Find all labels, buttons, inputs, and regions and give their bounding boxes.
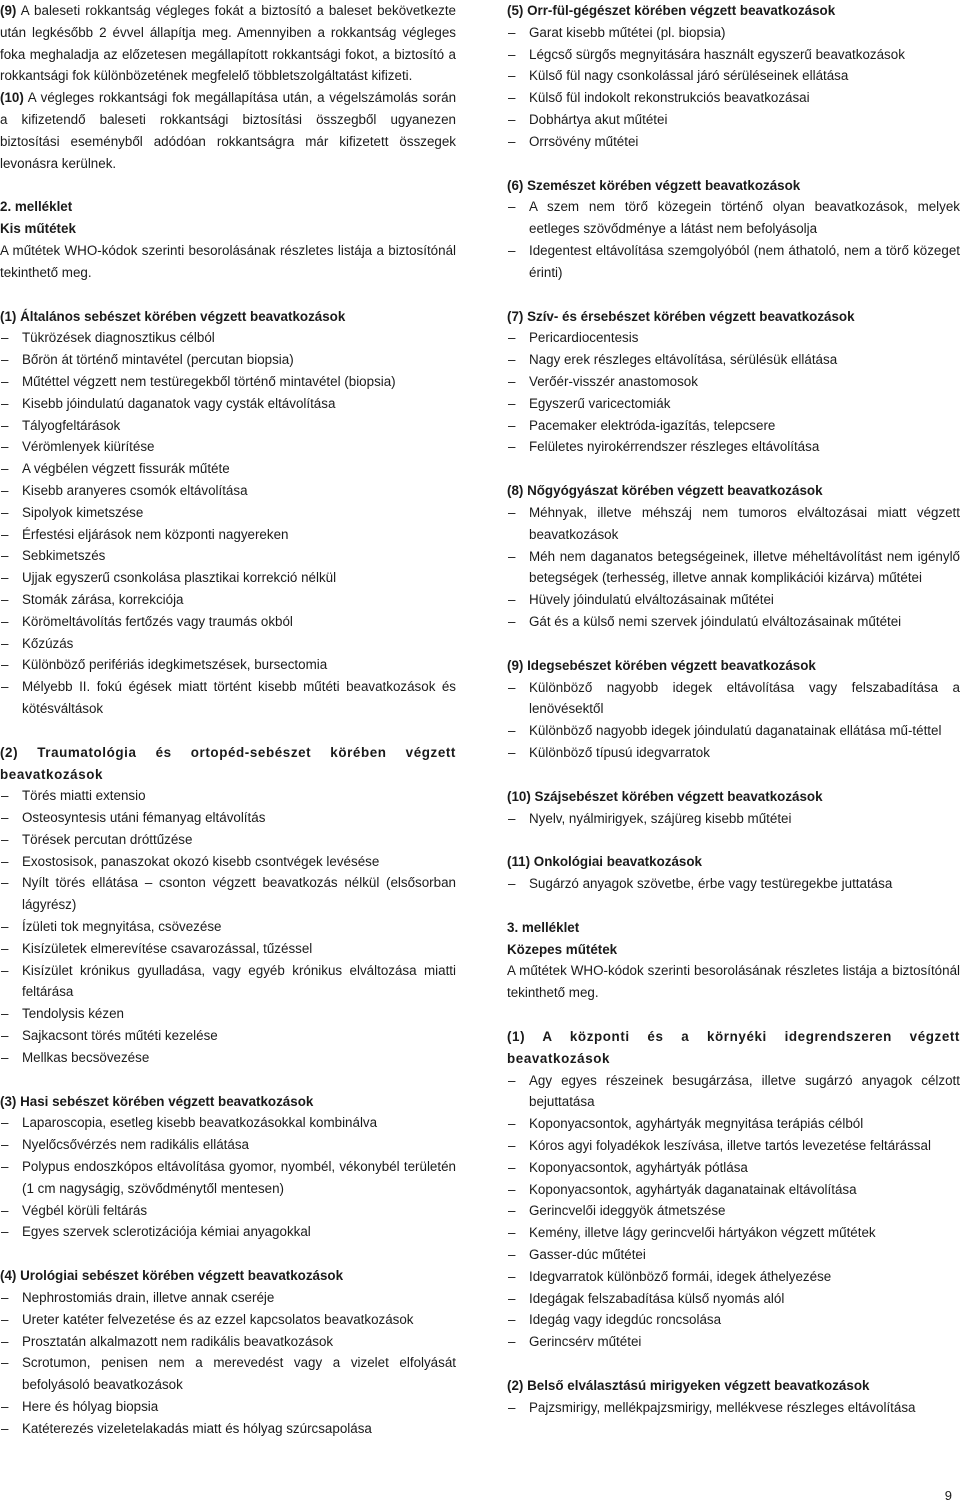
right-sections-a — [507, 0, 960, 917]
section — [507, 786, 960, 830]
list-item: – Idegentest eltávolítása szemgolyóból (nem áthatoló, nem a törő közeget érinti) — [507, 240, 960, 284]
section-list — [507, 677, 960, 764]
section-title: (1) Általános sebészet körében végzett beavatkozások — [0, 308, 346, 324]
section-title: (3) Hasi sebészet körében végzett beavatkozások — [0, 1093, 314, 1109]
section — [507, 306, 960, 459]
section-list — [507, 196, 960, 283]
list-item: – Idegágak felszabadítása külső nyomás alól — [507, 1288, 960, 1310]
list-item: – Garat kisebb műtétei (pl. biopsia) — [507, 22, 960, 44]
list-item: – Pajzsmirigy, mellékpajzsmirigy, mellékvese részleges eltávolítása — [507, 1397, 960, 1419]
section — [507, 1375, 960, 1419]
list-item: – Különböző nagyobb idegek eltávolítása vagy felszabadítása a lenövésektől — [507, 677, 960, 721]
list-item: – Here és hólyag biopsia — [0, 1396, 456, 1418]
section — [507, 0, 960, 153]
list-item: – Pacemaker elektróda-igazítás, telepcsere — [507, 415, 960, 437]
section — [0, 1265, 456, 1439]
list-item: – Nyílt törés ellátása – csonton végzett beavatkozás nélkül (elsősorban lágyrész) — [0, 872, 456, 916]
list-item: – Méhnyak, illetve méhszáj nem tumoros elváltozásai miatt végzett beavatkozások — [507, 502, 960, 546]
section-title: (10) Szájsebészet körében végzett beavatkozások — [507, 788, 823, 804]
section-title: (4) Urológiai sebészet körében végzett beavatkozások — [0, 1268, 344, 1284]
page-number: 9 — [944, 1488, 952, 1504]
paragraph-9 — [0, 0, 456, 87]
list-item: – Gát és a külső nemi szervek jóindulatú elváltozásainak műtétei — [507, 611, 960, 633]
list-item: – Végbél körüli feltárás — [0, 1200, 456, 1222]
list-item: – Sipolyok kimetszése — [0, 502, 456, 524]
annex-title: Közepes műtétek — [507, 941, 618, 957]
list-item: – Polypus endoszkópos eltávolítása gyomor, nyombél, vékonybél területén (1 cm nagyságig, szövődménytől mentesen) — [0, 1156, 456, 1200]
section-list — [0, 1112, 456, 1243]
section-list — [507, 1397, 960, 1419]
list-item: – Vérömlenyek kiürítése — [0, 436, 456, 458]
list-item: – Ízületi tok megnyitása, csövezése — [0, 916, 456, 938]
list-item: – Sebkimetszés — [0, 545, 456, 567]
list-item: – Sugárzó anyagok szövetbe, érbe vagy testüregekbe juttatása — [507, 873, 960, 895]
list-item: – Kemény, illetve lágy gerincvelői hártyákon végzett műtétek — [507, 1222, 960, 1244]
list-item: – Különböző típusú idegvarratok — [507, 742, 960, 764]
section-title: (5) Orr-fül-gégészet körében végzett beavatkozások — [507, 3, 836, 18]
right-sections-b — [507, 1026, 960, 1419]
list-item: – Mélyebb II. fokú égések miatt történt kisebb műtéti beavatkozások és kötésváltások — [0, 676, 456, 720]
section-list — [0, 327, 456, 719]
paragraph-number: (9) — [0, 3, 17, 18]
list-item: – Nephrostomiás drain, illetve annak cseréje — [0, 1287, 456, 1309]
list-item: – Bőrön át történő mintavétel (percutan biopsia) — [0, 349, 456, 371]
list-item: – Idegvarratok különböző formái, idegek áthelyezése — [507, 1266, 960, 1288]
section-list — [507, 808, 960, 830]
list-item: – Légcső sürgős megnyitására használt egyszerű beavatkozások — [507, 44, 960, 66]
list-item: – Méh nem daganatos betegségeinek, illetve méheltávolítást nem igénylő betegségek (terhesség, illetve annak komplikációi kizárva) műtétei — [507, 546, 960, 590]
list-item: – Egyszerű varicectomiák — [507, 393, 960, 415]
list-item: – Agy egyes részeinek besugárzása, illetve sugárzó anyagok célzott bejuttatása — [507, 1070, 960, 1114]
list-item: – Tályogfeltárások — [0, 415, 456, 437]
list-item: – Kisebb jóindulatú daganatok vagy cysták eltávolítása — [0, 393, 456, 415]
list-item: – Koponyacsontok, agyhártyák megnyitása terápiás célból — [507, 1113, 960, 1135]
section-list — [507, 22, 960, 153]
list-item: – Katéterezés vizeletelakadás miatt és hólyag szúrcsapolása — [0, 1418, 456, 1440]
list-item: – Különböző perifériás idegkimetszések, bursectomia — [0, 654, 456, 676]
list-item: – Dobhártya akut műtétei — [507, 109, 960, 131]
annex-intro: A műtétek WHO-kódok szerinti besorolásának részletes listája a biztosítónál tekinthető meg. — [0, 242, 456, 280]
section — [507, 175, 960, 284]
list-item: – Pericardiocentesis — [507, 327, 960, 349]
list-item: – Laparoscopia, esetleg kisebb beavatkozásokkal kombinálva — [0, 1112, 456, 1134]
list-item: – Osteosyntesis utáni fémanyag eltávolítás — [0, 807, 456, 829]
list-item: – Kóros agyi folyadékok leszívása, illetve tartós levezetése feltárással — [507, 1135, 960, 1157]
list-item: – Scrotumon, penisen nem a merevedést vagy a vizelet elfolyását befolyásoló beavatkozások — [0, 1352, 456, 1396]
list-item: – Koponyacsontok, agyhártyák daganatainak eltávolítása — [507, 1179, 960, 1201]
section-title: (8) Nőgyógyászat körében végzett beavatkozások — [507, 483, 823, 499]
list-item: – Ujjak egyszerű csonkolása plasztikai korrekció nélkül — [0, 567, 456, 589]
section-title: (1) A központi és a környéki idegrendszeren végzett beavatkozások — [507, 1029, 960, 1066]
list-item: – Tükrözések diagnosztikus célból — [0, 327, 456, 349]
section — [0, 742, 456, 1069]
paragraph-text: A baleseti rokkantság végleges fokát a biztosító a baleset bekövetkezte után legkésőbb 2 évvel állapítja meg. Amennyiben a rokkantság végleges foka meghaladja az előzetesen megállapított rokkantsági fokot, a biztosító a rokkantsági fok különbözetének megfelelő többletszolgáltatást kifizeti. — [0, 3, 457, 84]
paragraph-10 — [0, 87, 456, 174]
section-title: (6) Szemészet körében végzett beavatkozások — [507, 177, 801, 193]
list-item: – Ureter katéter felvezetése és az ezzel kapcsolatos beavatkozások — [0, 1309, 456, 1331]
list-item: – Koponyacsontok, agyhártyák pótlása — [507, 1157, 960, 1179]
list-item: – Kőzúzás — [0, 633, 456, 655]
list-item: – Stomák zárása, korrekciója — [0, 589, 456, 611]
list-item: – Kisízületek elmerevítése csavarozással, tűzéssel — [0, 938, 456, 960]
list-item: – Különböző nagyobb idegek jóindulatú daganatainak ellátása mű-téttel — [507, 720, 960, 742]
list-item: – Prosztatán alkalmazott nem radikális beavatkozások — [0, 1331, 456, 1353]
section-list — [507, 502, 960, 633]
list-item: – Érfestési eljárások nem központi nagyereken — [0, 524, 456, 546]
annex-title: Kis műtétek — [0, 221, 76, 237]
list-item: – Nagy erek részleges eltávolítása, sérülésük ellátása — [507, 349, 960, 371]
annex-number: 3. melléklet — [507, 919, 580, 935]
list-item: – Hüvely jóindulatú elváltozásainak műtétei — [507, 589, 960, 611]
section — [0, 306, 456, 720]
list-item: – Nyelv, nyálmirigyek, szájüreg kisebb műtétei — [507, 808, 960, 830]
paragraph-text: A végleges rokkantsági fok megállapítása után, a végelszámolás során a kifizetendő baleseti rokkantsági biztosítási összegből ugyanezen biztosítási eseményből adódóan rokkantságra már kifizetett összegek levonásra kerülnek. — [0, 90, 457, 171]
section-list — [507, 1070, 960, 1353]
annex-number: 2. melléklet — [0, 199, 73, 215]
list-item: – Körömeltávolítás fertőzés vagy traumás okból — [0, 611, 456, 633]
list-item: – Idegág vagy idegdúc roncsolása — [507, 1309, 960, 1331]
list-item: – Tendolysis kézen — [0, 1003, 456, 1025]
section-list — [507, 873, 960, 895]
section-title: (7) Szív- és érsebészet körében végzett beavatkozások — [507, 308, 855, 324]
list-item: – Nyelőcsővérzés nem radikális ellátása — [0, 1134, 456, 1156]
list-item: – Exostosisok, panaszokat okozó kisebb csontvégek levésése — [0, 851, 456, 873]
list-item: – Egyes szervek sclerotizációja kémiai anyagokkal — [0, 1221, 456, 1243]
list-item: – Műtéttel végzett nem testüregekből történő mintavétel (biopsia) — [0, 371, 456, 393]
section-list — [507, 327, 960, 458]
list-item: – Verőér-visszér anastomosok — [507, 371, 960, 393]
list-item: – Kisebb aranyeres csomók eltávolítása — [0, 480, 456, 502]
list-item: – Gerincvelői ideggyök átmetszése — [507, 1200, 960, 1222]
section-title: (9) Idegsebészet körében végzett beavatkozások — [507, 657, 816, 673]
left-column — [0, 0, 456, 1462]
list-item: – Külső fül nagy csonkolással járó sérüléseinek ellátása — [507, 65, 960, 87]
list-item: – Orrsövény műtétei — [507, 131, 960, 153]
section — [0, 1091, 456, 1244]
section — [507, 655, 960, 764]
list-item: – Gerincsérv műtétei — [507, 1331, 960, 1353]
list-item: – A végbélen végzett fissurák műtéte — [0, 458, 456, 480]
section — [507, 480, 960, 633]
section-list — [0, 1287, 456, 1440]
list-item: – Külső fül indokolt rekonstrukciós beavatkozásai — [507, 87, 960, 109]
right-column — [507, 0, 960, 1419]
paragraph-number: (10) — [0, 90, 24, 106]
section — [507, 1026, 960, 1353]
section-title: (11) Onkológiai beavatkozások — [507, 854, 702, 870]
section — [507, 851, 960, 895]
list-item: – Törések percutan dróttűzése — [0, 829, 456, 851]
list-item: – Mellkas becsövezése — [0, 1047, 456, 1069]
list-item: – A szem nem törő közegein történő olyan beavatkozások, melyek eetleges szövődménye a látást nem befolyásolja — [507, 196, 960, 240]
list-item: – Kisízület krónikus gyulladása, vagy egyéb krónikus elváltozása miatti feltárása — [0, 960, 456, 1004]
left-sections — [0, 306, 456, 1462]
section-title: (2) Belső elválasztású mirigyeken végzett beavatkozások — [507, 1378, 870, 1394]
list-item: – Törés miatti extensio — [0, 785, 456, 807]
section-title: (2) Traumatológia és ortopéd-sebészet körében végzett beavatkozások — [0, 744, 456, 782]
list-item: – Felületes nyirokérrendszer részleges eltávolítása — [507, 436, 960, 458]
list-item: – Gasser-dúc műtétei — [507, 1244, 960, 1266]
section-list — [0, 785, 456, 1068]
annex-intro: A műtétek WHO-kódok szerinti besorolásának részletes listája a biztosítónál tekinthető meg. — [507, 963, 960, 1001]
list-item: – Sajkacsont törés műtéti kezelése — [0, 1025, 456, 1047]
